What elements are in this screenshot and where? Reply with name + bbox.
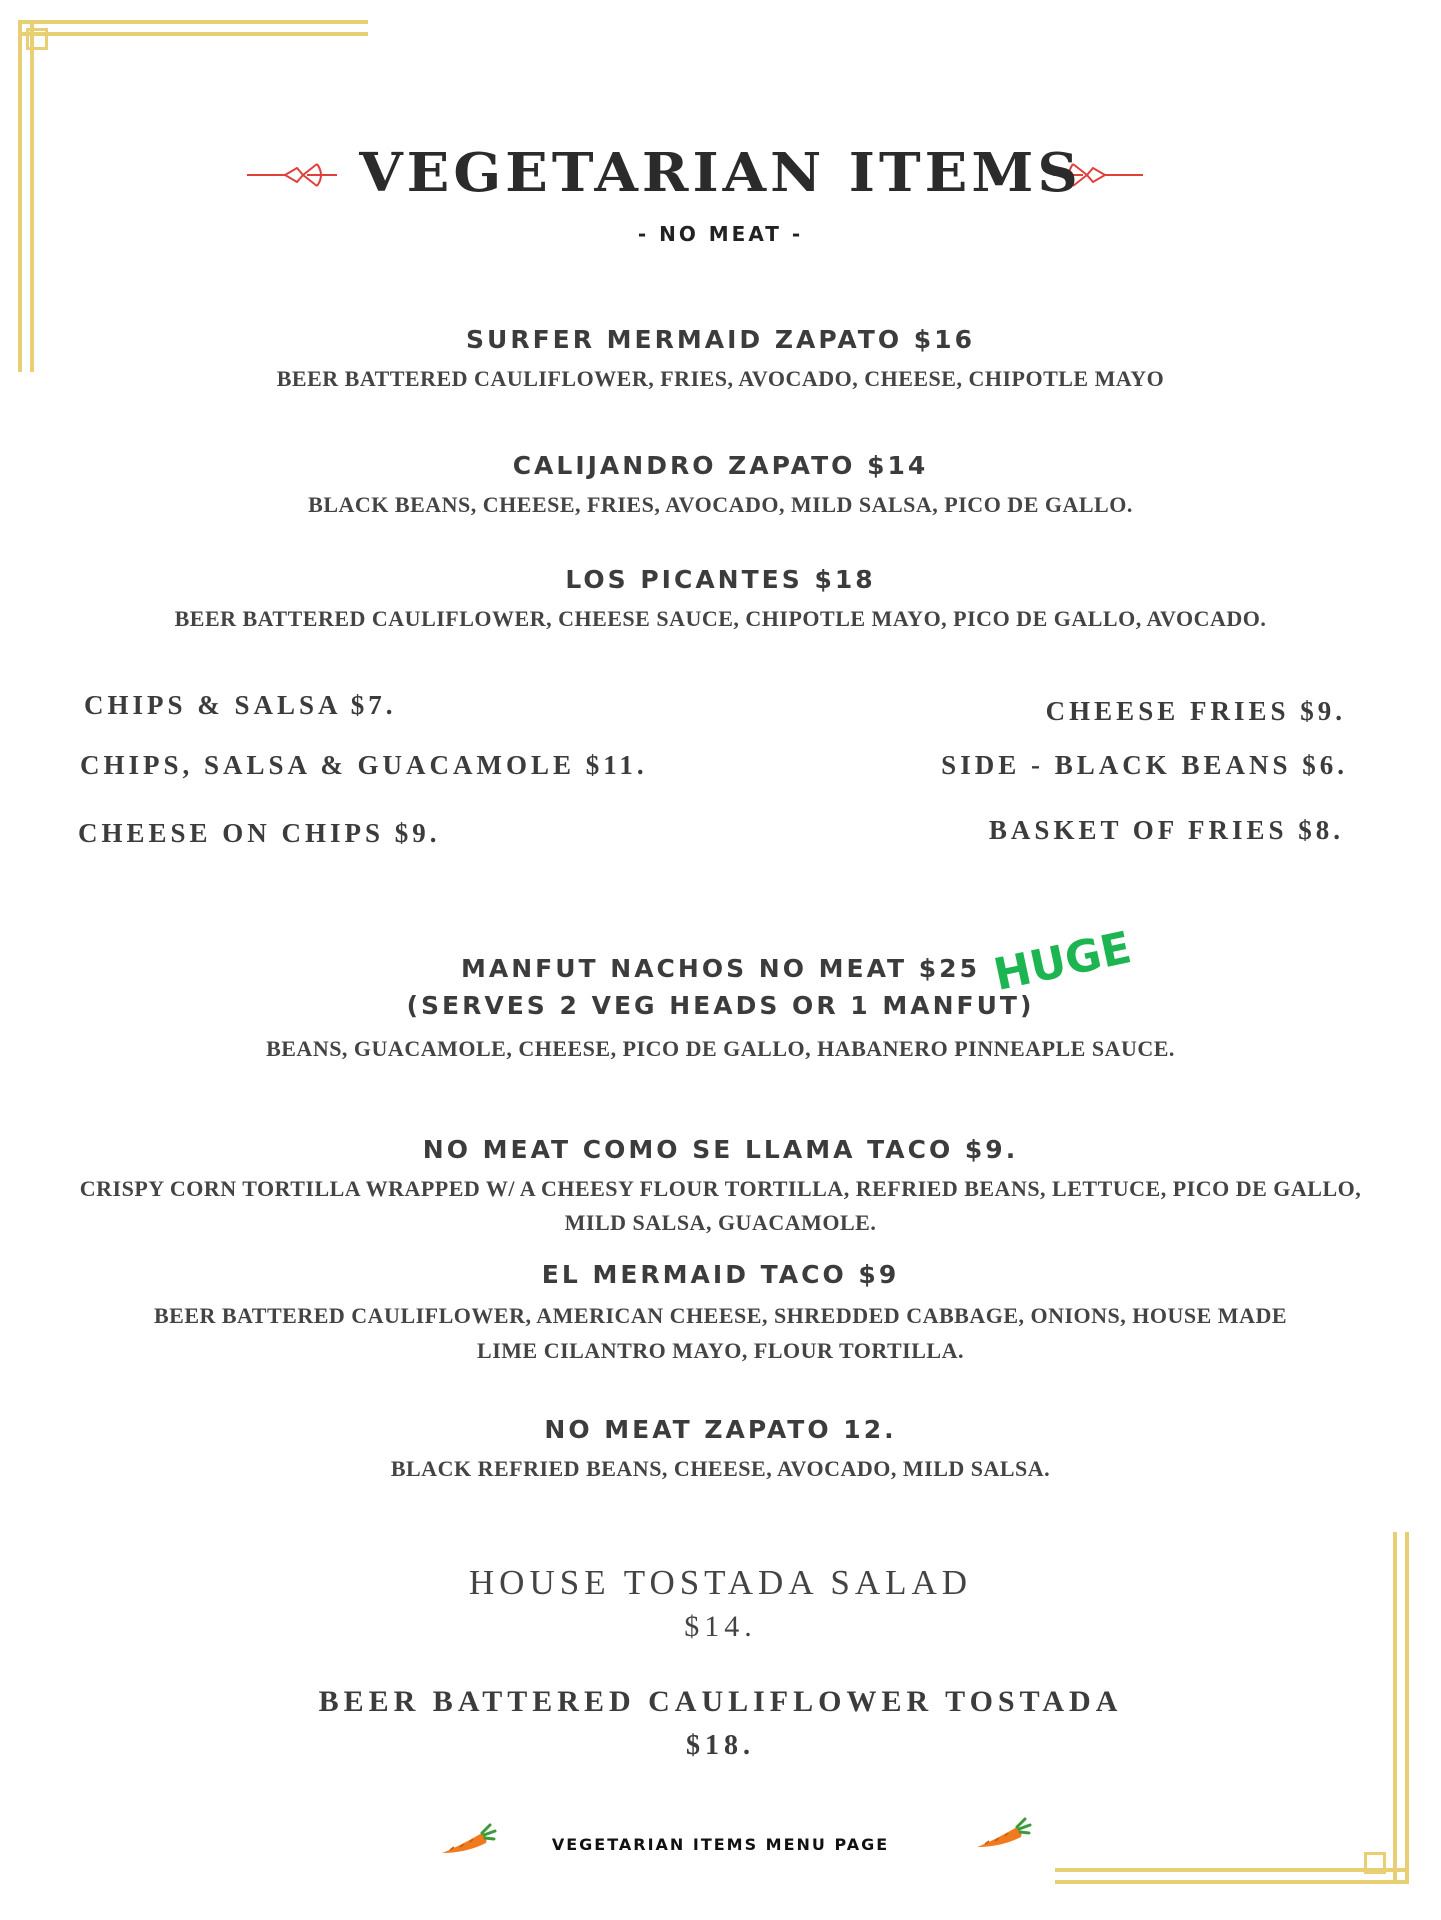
nachos-description: BEANS, GUACAMOLE, CHEESE, PICO DE GALLO, HABANERO PINNEAPLE SAUCE. (266, 1036, 1175, 1061)
footer-label: VEGETARIAN ITEMS MENU PAGE (551, 1835, 890, 1854)
side-item-left: CHIPS, SALSA & GUACAMOLE $11. (80, 750, 648, 780)
menu-item-description: BEER BATTERED CAULIFLOWER, CHEESE SAUCE, CHIPOTLE MAYO, PICO DE GALLO, AVOCADO. (174, 606, 1267, 631)
page-title: VEGETARIAN ITEMS (359, 141, 1082, 205)
taco-name: EL MERMAID TACO $9 (541, 1260, 900, 1289)
page-subtitle: - NO MEAT - (637, 222, 804, 246)
zapato-description: BLACK REFRIED BEANS, CHEESE, AVOCADO, MILD SALSA. (390, 1456, 1051, 1481)
taco-name: NO MEAT COMO SE LLAMA TACO $9. (422, 1135, 1019, 1164)
menu-item-description: BEER BATTERED CAULIFLOWER, FRIES, AVOCADO, CHEESE, CHIPOTLE MAYO (276, 366, 1165, 391)
taco-description-line: LIME CILANTRO MAYO, FLOUR TORTILLA. (477, 1338, 964, 1363)
zapato-name: NO MEAT ZAPATO 12. (544, 1415, 897, 1444)
side-item-left: CHIPS & SALSA $7. (84, 690, 397, 720)
menu-item-name: CALIJANDRO ZAPATO $14 (512, 451, 929, 480)
menu-item-name: SURFER MERMAID ZAPATO $16 (466, 325, 975, 354)
side-item-right: CHEESE FRIES $9. (1045, 696, 1346, 726)
nachos-name: MANFUT NACHOS NO MEAT $25 (461, 954, 980, 983)
side-item-left: CHEESE ON CHIPS $9. (78, 818, 441, 848)
salad-price: $14. (684, 1610, 757, 1643)
tostada-price: $18. (686, 1730, 755, 1761)
menu-item-description: BLACK BEANS, CHEESE, FRIES, AVOCADO, MILD SALSA, PICO DE GALLO. (308, 492, 1133, 517)
taco-description-line: CRISPY CORN TORTILLA WRAPPED W/ A CHEESY FLOUR TORTILLA, REFRIED BEANS, LETTUCE, PICO DE GALLO, (79, 1176, 1362, 1201)
nachos-serves-note: (SERVES 2 VEG HEADS OR 1 MANFUT) (406, 991, 1035, 1020)
huge-badge: HUGE (989, 922, 1136, 1001)
tostada-name: BEER BATTERED CAULIFLOWER TOSTADA (318, 1685, 1123, 1718)
menu-item-name: LOS PICANTES $18 (565, 565, 876, 594)
taco-description-line: BEER BATTERED CAULIFLOWER, AMERICAN CHEESE, SHREDDED CABBAGE, ONIONS, HOUSE MADE (153, 1303, 1288, 1328)
salad-name: HOUSE TOSTADA SALAD (468, 1563, 973, 1602)
taco-description-line: MILD SALSA, GUACAMOLE. (564, 1210, 877, 1235)
side-item-right: SIDE - BLACK BEANS $6. (941, 750, 1348, 780)
side-item-right: BASKET OF FRIES $8. (988, 815, 1344, 845)
